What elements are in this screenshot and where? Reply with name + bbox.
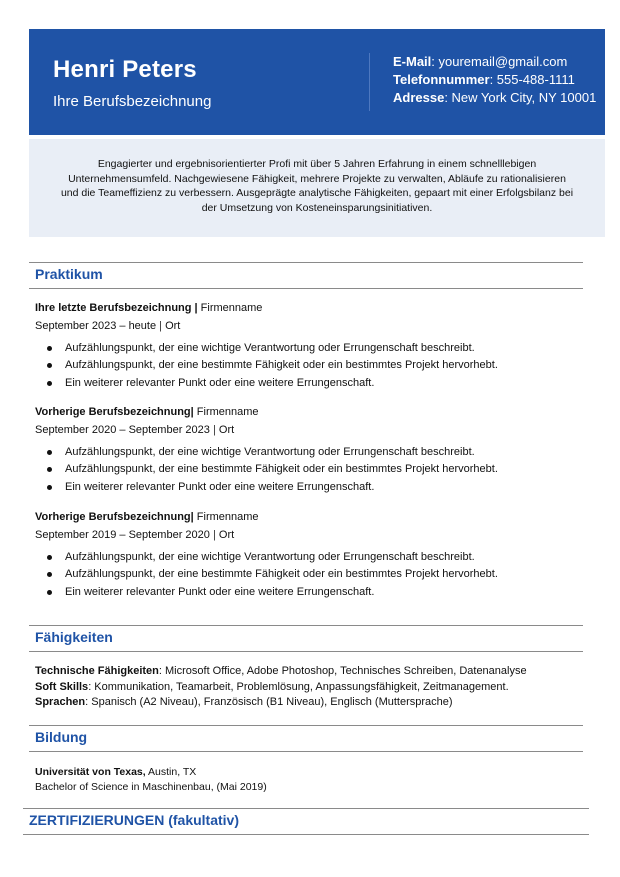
skills-soft bbox=[35, 680, 527, 696]
bullet-item: Ein weiterer relevanter Punkt oder eine weitere Errungenschaft. bbox=[35, 375, 498, 392]
entry-bullets bbox=[35, 549, 498, 601]
entry-location: Ort bbox=[165, 319, 181, 332]
address-label: Adresse bbox=[393, 90, 445, 105]
languages-value: : Spanisch (A2 Niveau), Französisch (B1 Niveau), Englisch (Muttersprache) bbox=[85, 696, 453, 708]
header-divider bbox=[369, 53, 370, 111]
summary-box bbox=[29, 139, 605, 237]
entry-meta: September 2023 – heute | Ort bbox=[35, 319, 181, 332]
entry-dates: September 2023 – heute bbox=[35, 319, 157, 332]
experience-entry bbox=[35, 300, 498, 392]
summary-text: Engagierter und ergebnisorientierter Profi mit über 5 Jahren Erfahrung in einem schnelllebigen Unternehmensumfeld. Nachgewiesene Fähigkeit, mehrere Projekte zu verwalten, Abläufe zu rationalisieren und die Teameffizienz zu verbessern. Ausgeprägte analytische Fähigkeiten, gepaart mit einer Erfolgsbilanz bei der Umsetzung von Kosteneinsparungsinitiativen. bbox=[60, 158, 574, 214]
contact-block bbox=[393, 53, 596, 107]
skills-block bbox=[35, 664, 527, 711]
contact-address bbox=[393, 89, 596, 107]
skills-languages bbox=[35, 695, 527, 711]
section-title-education: Bildung bbox=[35, 729, 88, 745]
education-location: Austin, TX bbox=[145, 766, 197, 778]
section-title-experience: Praktikum bbox=[35, 266, 103, 282]
technical-label: Technische Fähigkeiten bbox=[35, 665, 159, 677]
entry-company: Firmenname bbox=[197, 302, 263, 314]
soft-value: : Kommunikation, Teamarbeit, Problemlösung, Anpassungsfähigkeit, Zeitmanagement. bbox=[88, 680, 509, 693]
phone-value: : 555-488-1111 bbox=[489, 72, 575, 87]
bullet-item: Aufzählungspunkt, der eine bestimmte Fähigkeit oder ein bestimmtes Projekt hervorhebt. bbox=[35, 566, 498, 583]
experience-entry bbox=[35, 509, 498, 601]
entry-dates: September 2020 – September 2023 bbox=[35, 423, 210, 436]
section-rule-top bbox=[29, 725, 583, 726]
education-school-line bbox=[35, 765, 267, 780]
address-value: : New York City, NY 10001 bbox=[444, 90, 597, 105]
section-rule-bottom bbox=[29, 651, 583, 652]
bullet-item: Aufzählungspunkt, der eine wichtige Verantwortung oder Errungenschaft beschreibt. bbox=[35, 549, 498, 566]
section-title-skills: Fähigkeiten bbox=[35, 629, 113, 645]
soft-label: Soft Skills bbox=[35, 680, 89, 693]
education-school: Universität von Texas, bbox=[35, 766, 146, 778]
email-value: : youremail@gmail.com bbox=[431, 54, 568, 69]
entry-role: Vorherige Berufsbezeichnung| bbox=[35, 406, 194, 418]
entry-meta: September 2020 – September 2023 | Ort bbox=[35, 423, 235, 436]
experience-entry bbox=[35, 404, 498, 496]
entry-heading bbox=[35, 404, 498, 422]
entry-bullets bbox=[35, 340, 498, 392]
entry-meta: September 2019 – September 2020 | Ort bbox=[35, 528, 235, 541]
section-rule-bottom bbox=[29, 288, 583, 289]
skills-technical bbox=[35, 664, 527, 680]
entry-heading bbox=[35, 300, 498, 318]
section-rule-top bbox=[29, 262, 583, 263]
job-title: Ihre Berufsbezeichnung bbox=[53, 93, 212, 110]
candidate-name: Henri Peters bbox=[53, 56, 197, 83]
entry-role: Vorherige Berufsbezeichnung| bbox=[35, 511, 194, 523]
languages-label: Sprachen bbox=[35, 696, 86, 708]
bullet-item: Aufzählungspunkt, der eine wichtige Verantwortung oder Errungenschaft beschreibt. bbox=[35, 340, 498, 357]
section-rule-top bbox=[23, 808, 589, 809]
section-rule-bottom bbox=[29, 751, 583, 752]
section-rule-bottom bbox=[23, 834, 589, 835]
entry-location: Ort bbox=[218, 528, 235, 541]
phone-label: Telefonnummer bbox=[393, 72, 490, 87]
contact-email bbox=[393, 53, 596, 71]
entry-location: Ort bbox=[218, 423, 235, 436]
contact-phone bbox=[393, 71, 596, 89]
technical-value: : Microsoft Office, Adobe Photoshop, Technisches Schreiben, Datenanalyse bbox=[158, 665, 527, 677]
entry-role: Ihre letzte Berufsbezeichnung | bbox=[35, 302, 198, 314]
bullet-item: Aufzählungspunkt, der eine wichtige Verantwortung oder Errungenschaft beschreibt. bbox=[35, 444, 498, 461]
entry-company: Firmenname bbox=[193, 406, 259, 418]
education-block bbox=[35, 765, 267, 794]
bullet-item: Aufzählungspunkt, der eine bestimmte Fähigkeit oder ein bestimmtes Projekt hervorhebt. bbox=[35, 357, 498, 374]
entry-dates: September 2019 – September 2020 bbox=[35, 528, 210, 541]
entry-bullets bbox=[35, 444, 498, 496]
resume-header bbox=[29, 29, 605, 135]
entry-heading bbox=[35, 509, 498, 527]
entry-company: Firmenname bbox=[193, 511, 259, 523]
section-title-certifications: ZERTIFIZIERUNGEN (fakultativ) bbox=[29, 812, 240, 828]
education-degree: Bachelor of Science in Maschinenbau, (Mai 2019) bbox=[35, 780, 267, 793]
bullet-item: Aufzählungspunkt, der eine bestimmte Fähigkeit oder ein bestimmtes Projekt hervorhebt. bbox=[35, 461, 498, 478]
email-label: E-Mail bbox=[393, 54, 432, 69]
bullet-item: Ein weiterer relevanter Punkt oder eine weitere Errungenschaft. bbox=[35, 479, 498, 496]
section-rule-top bbox=[29, 625, 583, 626]
bullet-item: Ein weiterer relevanter Punkt oder eine weitere Errungenschaft. bbox=[35, 584, 498, 601]
